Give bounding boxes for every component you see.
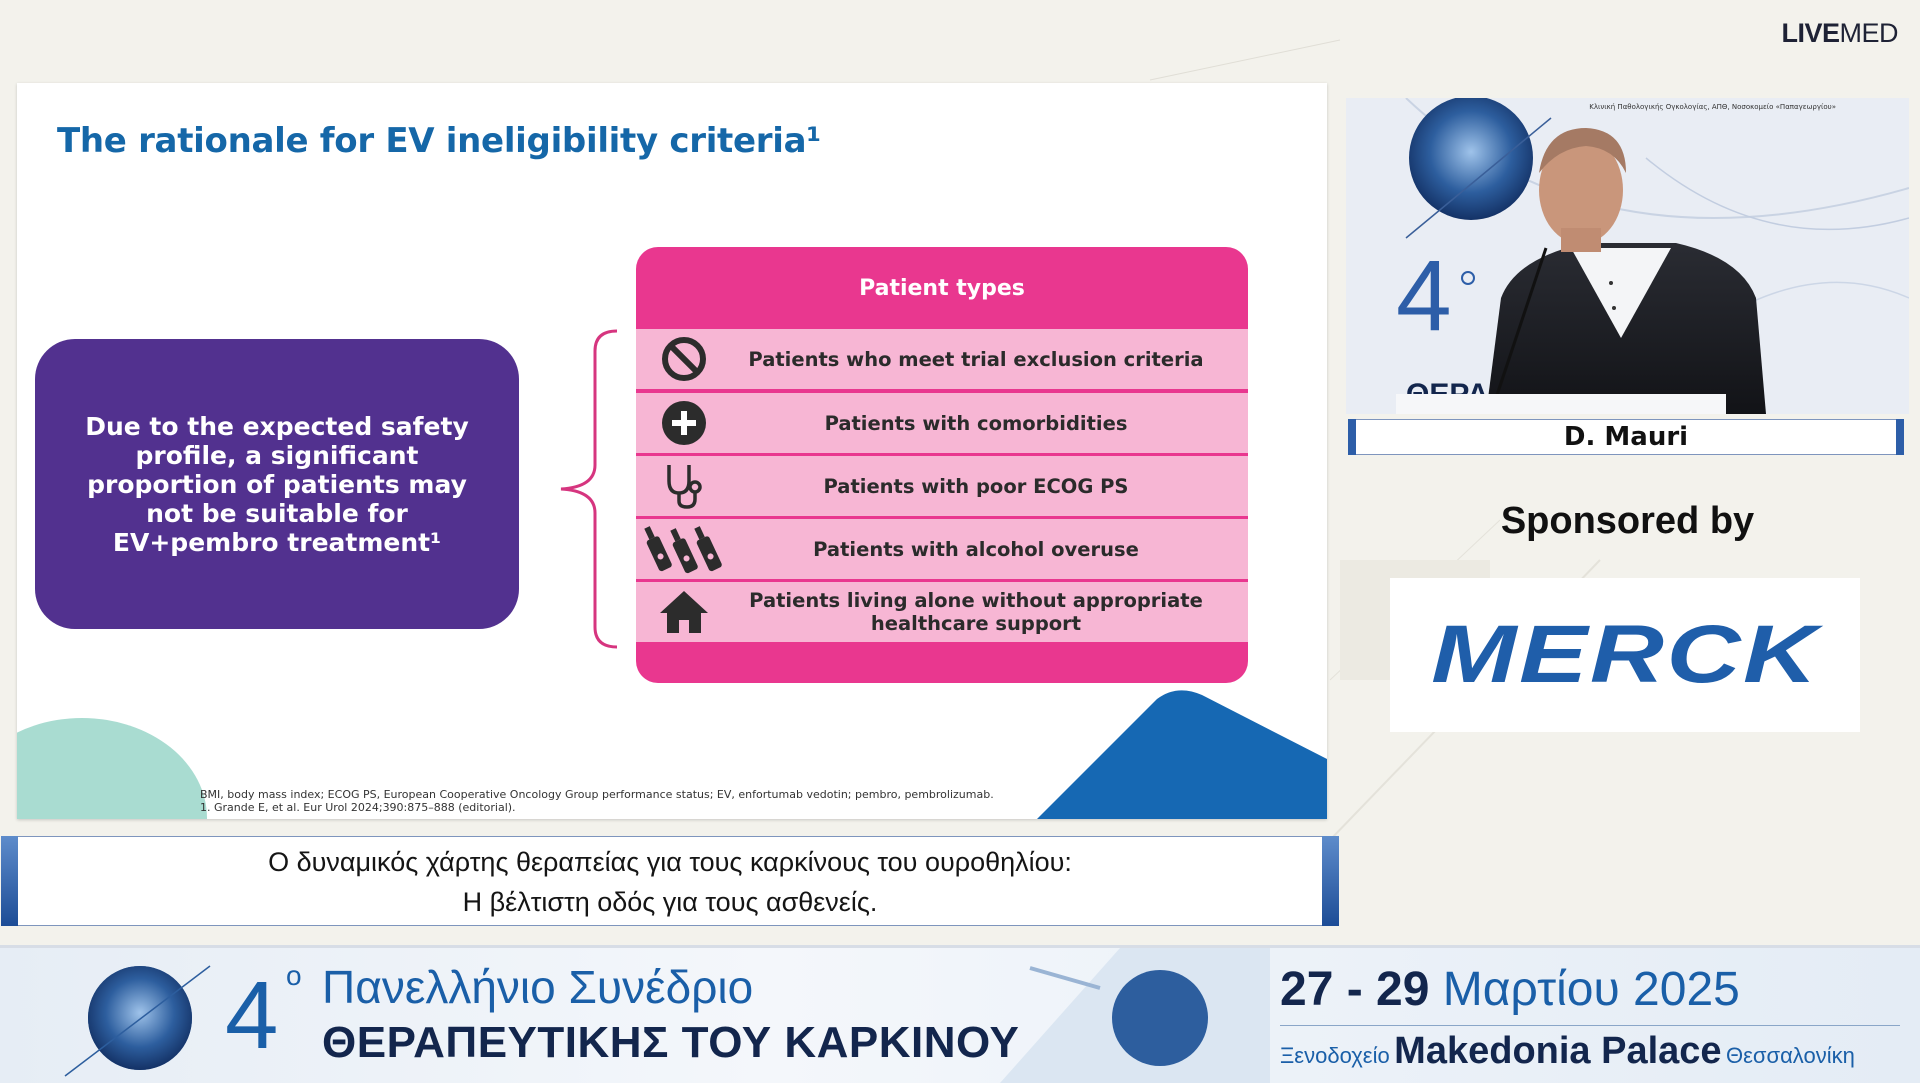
footnote-abbreviations: BMI, body mass index; ECOG PS, European Cooperative Oncology Group performance status; EV, enfortumab vedotin; pembro, pembrolizumab. <box>200 788 994 801</box>
house-icon <box>636 582 732 642</box>
row-label: Patients with comorbidities <box>824 411 1128 435</box>
patient-types-table <box>636 247 1248 683</box>
footnote <box>200 788 994 814</box>
table-header: Patient types <box>859 275 1025 301</box>
speaker-name: D. Mauri <box>1563 422 1689 452</box>
sponsored-label: Sponsored by <box>1500 500 1755 542</box>
backdrop-number: 4 <box>1396 240 1452 352</box>
stethoscope-icon <box>636 456 732 516</box>
teal-decoration <box>17 718 207 819</box>
conference-banner <box>0 945 1920 1083</box>
globe-icon <box>60 956 220 1081</box>
table-row <box>636 519 1248 579</box>
speaker-name-bar <box>1355 419 1897 455</box>
prohibited-icon <box>636 329 732 389</box>
row-label: Patients living alone without appropriate healthcare support <box>749 589 1203 635</box>
banner-venue: Ξενοδοχείο Makedonia Palace Θεσσαλονίκη <box>1280 1030 1855 1072</box>
slide-title: The rationale for EV ineligibility criteria¹ <box>57 121 821 161</box>
banner-title-line1: Πανελλήνιο Συνέδριο <box>322 961 754 1013</box>
blue-corner-decoration <box>1037 689 1327 819</box>
callout-box <box>35 339 519 629</box>
session-title-bar <box>17 836 1323 926</box>
session-title-line2: Η βέλτιστη οδός για τους ασθενείς. <box>462 887 878 917</box>
callout-text: Due to the expected safety profile, a significant proportion of patients may not be suitable for EV+pembro treatment¹ <box>85 411 469 557</box>
banner-edition-number: 4 <box>225 962 279 1069</box>
row-label: Patients who meet trial exclusion criteria <box>748 347 1204 371</box>
table-row <box>636 456 1248 516</box>
session-title-line1: Ο δυναμικός χάρτης θεραπείας για τους καρκίνους του ουροθηλίου: <box>268 847 1072 877</box>
banner-dates: 27 - 29 Μαρτίου 2025 <box>1280 963 1740 1016</box>
footnote-reference: 1. Grande E, et al. Eur Urol 2024;390:875–888 (editorial). <box>200 801 516 814</box>
banner-title-line2: ΘΕΡΑΠΕΥΤΙΚΗΣ ΤΟΥ ΚΑΡΚΙΝΟΥ <box>322 1018 1020 1067</box>
banner-edition-degree: ο <box>286 960 302 991</box>
banner-globe-decoration <box>1000 948 1270 1083</box>
plus-circle-icon <box>636 393 732 453</box>
table-row <box>636 393 1248 453</box>
table-row <box>636 582 1248 642</box>
presentation-slide <box>17 83 1327 819</box>
backdrop-caption: Κλινική Παθολογικής Ογκολογίας, ΑΠΘ, Νοσοκομείο «Παπαγεωργίου» <box>1589 103 1836 111</box>
sponsor-logo <box>1390 578 1860 732</box>
table-row <box>636 329 1248 389</box>
banner-divider <box>1280 1025 1900 1026</box>
bottles-icon <box>636 519 732 579</box>
row-label: Patients with alcohol overuse <box>813 537 1139 561</box>
row-label: Patients with poor ECOG PS <box>823 474 1129 498</box>
speaker-video-scene <box>1346 98 1909 414</box>
livemed-logo: LIVEMED <box>1781 18 1898 48</box>
curly-brace <box>537 325 637 655</box>
speaker-video <box>1346 98 1909 414</box>
merck-logo-text: MERCK <box>1430 609 1820 700</box>
